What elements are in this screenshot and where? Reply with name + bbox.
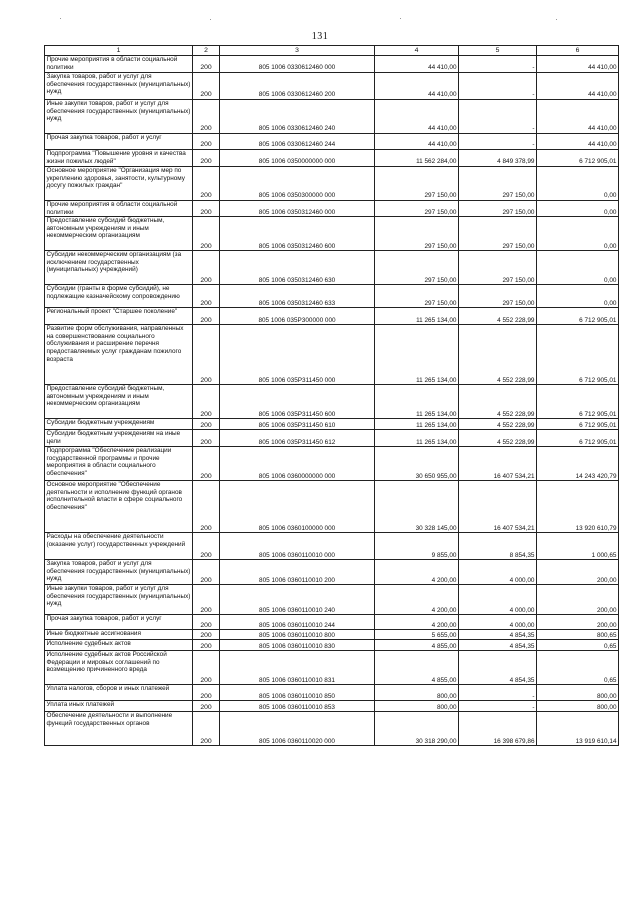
table-row (45, 56, 619, 73)
cell-name: Предоставление субсидий бюджетным, автономным учреждениям и иным некоммерческим организациям (45, 385, 193, 419)
cell-classifier: 805 1006 0350312460 633 (220, 285, 375, 308)
cell-plan: 11 265 134,00 (375, 325, 459, 385)
cell-name: Прочие мероприятия в области социальной политики (45, 201, 193, 217)
cell-executed: - (459, 56, 537, 73)
cell-plan: 30 318 290,00 (375, 712, 459, 746)
scan-speck (400, 18, 401, 19)
cell-executed: 8 854,35 (459, 533, 537, 560)
cell-plan: 9 855,00 (375, 533, 459, 560)
table-row (45, 100, 619, 134)
cell-executed: 16 398 679,86 (459, 712, 537, 746)
cell-classifier: 805 1006 0350300000 000 (220, 167, 375, 201)
table-row (45, 640, 619, 651)
scan-speck (60, 18, 61, 19)
cell-remaining: 13 919 610,14 (537, 712, 619, 746)
cell-classifier: 805 1006 0350312460 000 (220, 201, 375, 217)
cell-executed: 4 854,35 (459, 651, 537, 685)
cell-plan: 30 328 145,00 (375, 481, 459, 533)
cell-plan: 44 410,00 (375, 73, 459, 100)
cell-executed: 4 552 228,99 (459, 308, 537, 325)
cell-remaining: 6 712 905,01 (537, 308, 619, 325)
cell-code: 200 (193, 217, 220, 251)
cell-name: Иные закупки товаров, работ и услуг для обеспечения государственных (муниципальных) нужд (45, 585, 193, 615)
cell-classifier: 805 1006 0360000000 000 (220, 447, 375, 481)
scan-speck (556, 19, 557, 20)
table-row (45, 481, 619, 533)
cell-plan: 297 150,00 (375, 167, 459, 201)
cell-name: Иные бюджетные ассигнования (45, 630, 193, 640)
cell-remaining: 0,00 (537, 201, 619, 217)
cell-code: 200 (193, 150, 220, 167)
cell-code: 200 (193, 385, 220, 419)
cell-classifier: 805 1006 0360110010 800 (220, 630, 375, 640)
cell-classifier: 805 1006 0360110010 000 (220, 533, 375, 560)
cell-executed: - (459, 685, 537, 701)
cell-executed: - (459, 100, 537, 134)
cell-executed: 4 552 228,99 (459, 325, 537, 385)
cell-name: Расходы на обеспечение деятельности (оказание услуг) государственных учреждений (45, 533, 193, 560)
cell-name: Предоставление субсидий бюджетным, автономным учреждениям и иным некоммерческим организациям (45, 217, 193, 251)
cell-executed: 16 407 534,21 (459, 447, 537, 481)
cell-remaining: 0,00 (537, 167, 619, 201)
cell-plan: 4 855,00 (375, 651, 459, 685)
column-header: 4 (375, 46, 459, 56)
cell-plan: 44 410,00 (375, 134, 459, 150)
cell-code: 200 (193, 640, 220, 651)
cell-remaining: 6 712 905,01 (537, 150, 619, 167)
cell-plan: 4 200,00 (375, 615, 459, 630)
column-header: 5 (459, 46, 537, 56)
cell-classifier: 805 1006 0360110010 244 (220, 615, 375, 630)
cell-code: 200 (193, 712, 220, 746)
cell-plan: 11 265 134,00 (375, 419, 459, 430)
cell-plan: 11 265 134,00 (375, 308, 459, 325)
table-row (45, 285, 619, 308)
cell-name: Прочие мероприятия в области социальной политики (45, 56, 193, 73)
cell-plan: 4 200,00 (375, 585, 459, 615)
column-number-row (45, 46, 619, 56)
cell-plan: 297 150,00 (375, 201, 459, 217)
cell-remaining: 44 410,00 (537, 56, 619, 73)
cell-classifier: 805 1006 0330612460 200 (220, 73, 375, 100)
cell-name: Развитие форм обслуживания, направленных на совершенствование социального обслуживания и расширение перечня предоставляемых услуг гражданам пожилого возраста (45, 325, 193, 385)
cell-code: 200 (193, 134, 220, 150)
cell-remaining: 6 712 905,01 (537, 385, 619, 419)
cell-plan: 297 150,00 (375, 285, 459, 308)
cell-classifier: 805 1006 0360110010 853 (220, 701, 375, 712)
cell-name: Субсидии бюджетным учреждениям (45, 419, 193, 430)
cell-remaining: 44 410,00 (537, 73, 619, 100)
cell-plan: 11 562 284,00 (375, 150, 459, 167)
column-header: 3 (220, 46, 375, 56)
cell-classifier: 805 1006 0360110010 200 (220, 560, 375, 585)
cell-name: Подпрограмма "Повышение уровня и качества жизни пожилых людей" (45, 150, 193, 167)
cell-classifier: 805 1006 035P311450 600 (220, 385, 375, 419)
cell-remaining: 0,00 (537, 217, 619, 251)
cell-remaining: 0,00 (537, 285, 619, 308)
cell-name: Прочая закупка товаров, работ и услуг (45, 615, 193, 630)
cell-code: 200 (193, 685, 220, 701)
table-row (45, 560, 619, 585)
cell-executed: 4 000,00 (459, 560, 537, 585)
cell-name: Региональный проект "Старшее поколение" (45, 308, 193, 325)
cell-code: 200 (193, 701, 220, 712)
cell-code: 200 (193, 651, 220, 685)
cell-plan: 5 655,00 (375, 630, 459, 640)
cell-code: 200 (193, 430, 220, 447)
cell-classifier: 805 1006 0350000000 000 (220, 150, 375, 167)
cell-remaining: 200,00 (537, 615, 619, 630)
cell-name: Закупка товаров, работ и услуг для обеспечения государственных (муниципальных) нужд (45, 73, 193, 100)
cell-remaining: 0,65 (537, 640, 619, 651)
cell-code: 200 (193, 285, 220, 308)
cell-code: 200 (193, 447, 220, 481)
cell-executed: 4 552 228,99 (459, 419, 537, 430)
cell-remaining: 44 410,00 (537, 134, 619, 150)
table-row (45, 308, 619, 325)
cell-name: Уплата иных платежей (45, 701, 193, 712)
column-header: 6 (537, 46, 619, 56)
table-row (45, 385, 619, 419)
cell-name: Исполнение судебных актов Российской Федерации и мировых соглашений по возмещению причиненного вреда (45, 651, 193, 685)
cell-name: Субсидии некоммерческим организациям (за исключением государственных (муниципальных) учреждений) (45, 251, 193, 285)
table-row (45, 533, 619, 560)
cell-executed: 297 150,00 (459, 251, 537, 285)
cell-classifier: 805 1006 0360110010 850 (220, 685, 375, 701)
cell-code: 200 (193, 56, 220, 73)
cell-plan: 11 265 134,00 (375, 385, 459, 419)
cell-classifier: 805 1006 035P311450 610 (220, 419, 375, 430)
cell-executed: - (459, 134, 537, 150)
cell-classifier: 805 1006 0330612460 000 (220, 56, 375, 73)
cell-classifier: 805 1006 0360110010 830 (220, 640, 375, 651)
table-row (45, 201, 619, 217)
cell-remaining: 0,65 (537, 651, 619, 685)
cell-plan: 297 150,00 (375, 251, 459, 285)
cell-remaining: 14 243 420,79 (537, 447, 619, 481)
cell-executed: 297 150,00 (459, 167, 537, 201)
cell-code: 200 (193, 585, 220, 615)
cell-plan: 30 650 955,00 (375, 447, 459, 481)
table-row (45, 585, 619, 615)
cell-remaining: 800,00 (537, 685, 619, 701)
page-number: 131 (311, 31, 329, 42)
table-row (45, 615, 619, 630)
scan-speck (210, 19, 211, 20)
table-row (45, 430, 619, 447)
cell-classifier: 805 1006 0350312460 600 (220, 217, 375, 251)
cell-code: 200 (193, 630, 220, 640)
cell-plan: 297 150,00 (375, 217, 459, 251)
table-row (45, 701, 619, 712)
cell-remaining: 6 712 905,01 (537, 419, 619, 430)
cell-remaining: 1 000,65 (537, 533, 619, 560)
cell-code: 200 (193, 251, 220, 285)
cell-code: 200 (193, 308, 220, 325)
cell-executed: 297 150,00 (459, 285, 537, 308)
cell-classifier: 805 1006 0350312460 630 (220, 251, 375, 285)
table-row (45, 419, 619, 430)
table-row (45, 651, 619, 685)
cell-classifier: 805 1006 035P311450 612 (220, 430, 375, 447)
cell-executed: 297 150,00 (459, 217, 537, 251)
cell-code: 200 (193, 325, 220, 385)
cell-executed: - (459, 701, 537, 712)
cell-name: Субсидии (гранты в форме субсидий), не подлежащие казначейскому сопровождению (45, 285, 193, 308)
cell-code: 200 (193, 481, 220, 533)
cell-code: 200 (193, 100, 220, 134)
cell-name: Исполнение судебных актов (45, 640, 193, 651)
cell-name: Субсидии бюджетным учреждениям на иные цели (45, 430, 193, 447)
cell-executed: 4 849 378,99 (459, 150, 537, 167)
cell-classifier: 805 1006 0360110010 240 (220, 585, 375, 615)
table-row (45, 167, 619, 201)
cell-code: 200 (193, 560, 220, 585)
cell-code: 200 (193, 73, 220, 100)
cell-plan: 800,00 (375, 685, 459, 701)
cell-classifier: 805 1006 0360110020 000 (220, 712, 375, 746)
cell-name: Уплата налогов, сборов и иных платежей (45, 685, 193, 701)
cell-remaining: 44 410,00 (537, 100, 619, 134)
table-row (45, 73, 619, 100)
table-row (45, 712, 619, 746)
cell-remaining: 13 920 610,79 (537, 481, 619, 533)
cell-name: Основное мероприятие "Организация мер по укреплению здоровья, занятости, культурному досугу пожилых граждан" (45, 167, 193, 201)
cell-code: 200 (193, 419, 220, 430)
cell-executed: 4 000,00 (459, 615, 537, 630)
cell-name: Подпрограмма "Обеспечение реализации государственной программы и прочие мероприятия в области социального обеспечения" (45, 447, 193, 481)
cell-plan: 11 265 134,00 (375, 430, 459, 447)
cell-remaining: 6 712 905,01 (537, 430, 619, 447)
cell-code: 200 (193, 615, 220, 630)
cell-code: 200 (193, 167, 220, 201)
table-row (45, 134, 619, 150)
cell-plan: 4 200,00 (375, 560, 459, 585)
table-row (45, 325, 619, 385)
table-row (45, 630, 619, 640)
cell-plan: 800,00 (375, 701, 459, 712)
table-row (45, 251, 619, 285)
cell-name: Закупка товаров, работ и услуг для обеспечения государственных (муниципальных) нужд (45, 560, 193, 585)
cell-code: 200 (193, 201, 220, 217)
cell-remaining: 6 712 905,01 (537, 325, 619, 385)
cell-name: Иные закупки товаров, работ и услуг для обеспечения государственных (муниципальных) нужд (45, 100, 193, 134)
cell-executed: 16 407 534,21 (459, 481, 537, 533)
cell-plan: 44 410,00 (375, 100, 459, 134)
cell-executed: 4 854,35 (459, 630, 537, 640)
cell-remaining: 200,00 (537, 560, 619, 585)
cell-classifier: 805 1006 035P311450 000 (220, 325, 375, 385)
cell-code: 200 (193, 533, 220, 560)
cell-classifier: 805 1006 0330612460 244 (220, 134, 375, 150)
cell-remaining: 800,00 (537, 701, 619, 712)
cell-classifier: 805 1006 0330612460 240 (220, 100, 375, 134)
budget-table (44, 45, 619, 746)
cell-classifier: 805 1006 035P300000 000 (220, 308, 375, 325)
cell-plan: 44 410,00 (375, 56, 459, 73)
cell-executed: 4 552 228,99 (459, 385, 537, 419)
cell-name: Основное мероприятие "Обеспечение деятельности и исполнение функций органов исполнительной власти в сфере социального обеспечения" (45, 481, 193, 533)
cell-executed: - (459, 73, 537, 100)
table-row (45, 447, 619, 481)
table-row (45, 150, 619, 167)
cell-name: Обеспечение деятельности и выполнение функций государственных органов (45, 712, 193, 746)
cell-remaining: 200,00 (537, 585, 619, 615)
table-row (45, 685, 619, 701)
cell-executed: 4 552 228,99 (459, 430, 537, 447)
cell-classifier: 805 1006 0360110010 831 (220, 651, 375, 685)
column-header: 1 (45, 46, 193, 56)
cell-executed: 297 150,00 (459, 201, 537, 217)
cell-plan: 4 855,00 (375, 640, 459, 651)
cell-name: Прочая закупка товаров, работ и услуг (45, 134, 193, 150)
cell-remaining: 800,65 (537, 630, 619, 640)
cell-classifier: 805 1006 0360100000 000 (220, 481, 375, 533)
cell-executed: 4 000,00 (459, 585, 537, 615)
table-row (45, 217, 619, 251)
cell-remaining: 0,00 (537, 251, 619, 285)
column-header: 2 (193, 46, 220, 56)
cell-executed: 4 854,35 (459, 640, 537, 651)
